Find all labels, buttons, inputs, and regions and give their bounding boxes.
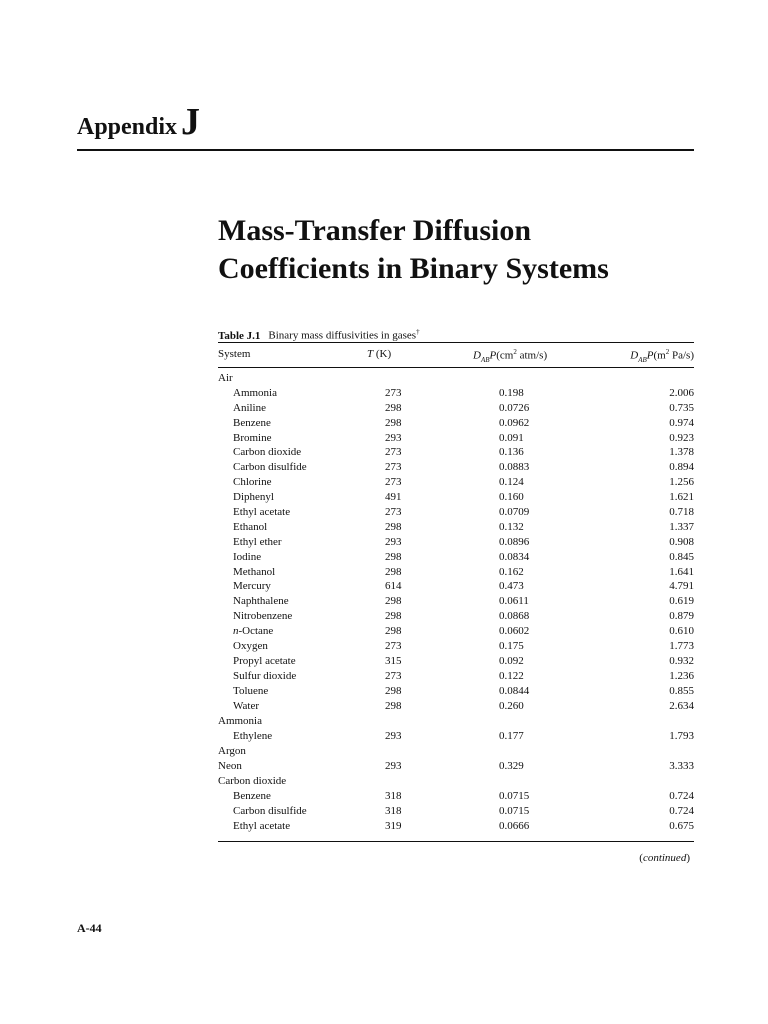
cell-system: Carbon disulfide <box>233 804 307 817</box>
cell-system: Benzene <box>233 790 271 803</box>
cell-temperature: 298 <box>385 595 402 608</box>
header-d1-sup: 2 <box>513 348 517 356</box>
table-row <box>218 789 694 804</box>
column-header-dabp-si <box>630 348 694 364</box>
cell-temperature: 318 <box>385 790 402 803</box>
header-d1-p: P <box>489 349 497 362</box>
cell-dabp-cgs: 0.329 <box>499 760 524 773</box>
cell-dabp-si: 2.006 <box>669 386 694 399</box>
appendix-heading <box>77 100 200 144</box>
table-row <box>218 744 694 759</box>
table-bottom-rule <box>218 841 694 842</box>
table-row <box>218 565 694 580</box>
chapter-title <box>218 212 609 288</box>
cell-system: Sulfur dioxide <box>233 669 297 682</box>
cell-temperature: 298 <box>385 550 402 563</box>
cell-dabp-cgs: 0.0611 <box>499 595 529 608</box>
cell-dabp-si: 1.621 <box>669 491 694 504</box>
cell-dabp-cgs: 0.132 <box>499 520 524 533</box>
cell-system: Ethylene <box>233 730 273 743</box>
table-row <box>218 624 694 639</box>
cell-dabp-cgs: 0.175 <box>499 640 524 653</box>
header-t-unit: (K) <box>373 348 392 360</box>
chapter-title-line-2: Coefficients in Binary Systems <box>218 252 609 285</box>
table-row <box>218 401 694 416</box>
cell-dabp-si: 1.256 <box>669 476 694 489</box>
cell-dabp-cgs: 0.0834 <box>499 550 530 563</box>
table-row <box>218 594 694 609</box>
table-row <box>218 520 694 535</box>
table-caption-text: Binary mass diffusivities in gases <box>268 329 417 342</box>
table-row <box>218 386 694 401</box>
cell-dabp-si: 1.236 <box>669 669 694 682</box>
table-row <box>218 684 694 699</box>
table-body <box>218 371 694 834</box>
table-caption <box>218 328 420 342</box>
cell-system: Ethanol <box>233 520 268 533</box>
cell-dabp-cgs: 0.0883 <box>499 461 530 474</box>
header-d2-sup: 2 <box>665 348 670 356</box>
cell-dabp-si: 1.793 <box>669 730 694 743</box>
cell-system: Naphthalene <box>233 595 289 608</box>
cell-dabp-si: 0.974 <box>669 416 694 429</box>
cell-system: Neon <box>218 760 242 773</box>
column-header-temperature <box>367 348 391 360</box>
cell-temperature: 614 <box>385 580 402 593</box>
table-row <box>218 804 694 819</box>
table-row <box>218 819 694 834</box>
cell-dabp-si: 0.735 <box>669 401 694 414</box>
cell-dabp-si: 0.724 <box>669 804 694 817</box>
cell-dabp-si: 0.894 <box>669 461 694 474</box>
cell-system: Air <box>218 372 233 384</box>
header-d2-unit-b: Pa/s) <box>669 349 694 362</box>
table-row <box>218 654 694 669</box>
table-row <box>218 490 694 505</box>
cell-system: Bromine <box>233 431 272 444</box>
cell-temperature: 298 <box>385 565 402 578</box>
cell-dabp-si: 1.641 <box>669 565 694 578</box>
page-number: A-44 <box>77 921 102 935</box>
table-row <box>218 550 694 565</box>
cell-temperature: 298 <box>385 699 402 712</box>
heading-rule <box>77 149 694 151</box>
cell-system: Methanol <box>233 565 276 578</box>
cell-temperature: 273 <box>385 669 402 682</box>
continued-text: continued <box>642 852 687 864</box>
cell-dabp-cgs: 0.0715 <box>499 790 530 803</box>
cell-temperature: 293 <box>385 431 402 444</box>
cell-temperature: 293 <box>385 730 402 743</box>
cell-system: Toluene <box>233 684 269 697</box>
cell-system: Argon <box>218 745 246 758</box>
cell-dabp-si: 1.773 <box>669 640 694 653</box>
cell-temperature: 298 <box>385 625 402 638</box>
cell-temperature: 293 <box>385 760 402 773</box>
cell-temperature: 273 <box>385 446 402 459</box>
header-d1-d: D <box>473 349 481 362</box>
cell-temperature: 491 <box>385 491 402 504</box>
cell-dabp-cgs: 0.473 <box>499 580 524 593</box>
header-t-symbol: T <box>367 348 374 360</box>
cell-system: Carbon dioxide <box>218 775 287 788</box>
cell-system: Chlorine <box>233 476 272 489</box>
cell-system: Diphenyl <box>233 491 274 504</box>
cell-temperature: 273 <box>385 461 402 474</box>
cell-system: Ammonia <box>233 386 277 399</box>
table-row <box>218 579 694 594</box>
cell-dabp-si: 0.879 <box>669 610 694 623</box>
column-header-system: System <box>218 348 251 360</box>
table-row <box>218 416 694 431</box>
cell-system-text: -Octane <box>238 625 274 638</box>
cell-dabp-cgs: 0.136 <box>499 446 524 459</box>
cell-system: Ethyl acetate <box>233 819 291 832</box>
header-d2-d: D <box>630 349 639 362</box>
table-row <box>218 460 694 475</box>
cell-temperature: 319 <box>385 819 402 832</box>
cell-temperature: 273 <box>385 640 402 653</box>
cell-temperature: 298 <box>385 520 402 533</box>
table-caption-number: Table J.1 <box>218 329 261 342</box>
table-top-rule <box>218 342 694 343</box>
cell-dabp-cgs: 0.160 <box>499 491 524 504</box>
table-row <box>218 639 694 654</box>
table-header-rule <box>218 367 694 368</box>
cell-temperature: 293 <box>385 535 402 548</box>
cell-system: Water <box>233 699 259 712</box>
cell-temperature: 298 <box>385 416 402 429</box>
table-row <box>218 535 694 550</box>
cell-dabp-cgs: 0.198 <box>499 386 524 399</box>
cell-dabp-si: 1.337 <box>669 520 694 533</box>
cell-temperature: 298 <box>385 610 402 623</box>
cell-system: Carbon dioxide <box>233 446 302 459</box>
header-d2-p: P <box>646 349 654 362</box>
cell-temperature: 273 <box>385 476 402 489</box>
table-row <box>218 371 694 386</box>
cell-dabp-cgs: 0.091 <box>499 431 524 444</box>
cell-temperature: 298 <box>385 684 402 697</box>
cell-system: Nitrobenzene <box>233 610 293 623</box>
appendix-word: Appendix <box>77 114 178 140</box>
cell-dabp-si: 0.932 <box>669 654 694 667</box>
cell-system: Carbon disulfide <box>233 461 307 474</box>
cell-dabp-si: 0.845 <box>669 550 694 563</box>
table-row <box>218 505 694 520</box>
cell-dabp-si: 0.923 <box>669 431 694 444</box>
cell-temperature: 298 <box>385 401 402 414</box>
cell-system: Oxygen <box>233 640 268 653</box>
cell-dabp-cgs: 0.0602 <box>499 625 530 638</box>
table-row <box>218 713 694 729</box>
table-row <box>218 431 694 446</box>
cell-dabp-si: 3.333 <box>669 760 694 773</box>
cell-dabp-cgs: 0.260 <box>499 699 524 712</box>
cell-system <box>233 624 273 639</box>
cell-temperature: 273 <box>385 506 402 519</box>
table-row <box>218 609 694 624</box>
cell-dabp-si: 0.619 <box>669 595 694 608</box>
cell-system: Propyl acetate <box>233 654 296 667</box>
cell-dabp-si: 0.718 <box>669 506 694 519</box>
appendix-letter: J <box>181 101 201 143</box>
cell-system: Iodine <box>233 550 262 563</box>
table-row <box>218 729 694 744</box>
cell-dabp-cgs: 0.0844 <box>499 684 530 697</box>
cell-dabp-si: 0.855 <box>669 684 694 697</box>
header-d2-sub: AB <box>638 355 647 364</box>
continued-note: (continued) <box>639 852 690 864</box>
cell-dabp-cgs: 0.0896 <box>499 535 530 548</box>
table-row <box>218 475 694 490</box>
cell-dabp-cgs: 0.162 <box>499 565 524 578</box>
cell-dabp-cgs: 0.0726 <box>499 401 530 414</box>
cell-dabp-si: 0.610 <box>669 625 694 638</box>
cell-system: Benzene <box>233 416 271 429</box>
cell-dabp-cgs: 0.0709 <box>499 506 530 519</box>
header-d1-sub: AB <box>480 355 490 364</box>
cell-system: Ethyl ether <box>233 535 282 548</box>
chapter-title-line-1: Mass-Transfer Diffusion <box>218 214 532 247</box>
cell-dabp-cgs: 0.0666 <box>499 819 530 832</box>
cell-dabp-cgs: 0.0868 <box>499 610 530 623</box>
cell-temperature: 273 <box>385 386 402 399</box>
cell-dabp-cgs: 0.0715 <box>499 804 530 817</box>
table-row <box>218 669 694 684</box>
cell-dabp-cgs: 0.122 <box>499 669 524 682</box>
table-row <box>218 699 694 714</box>
cell-temperature: 315 <box>385 654 402 667</box>
cell-dabp-cgs: 0.124 <box>499 476 524 489</box>
table-row <box>218 445 694 460</box>
cell-dabp-cgs: 0.177 <box>499 730 524 743</box>
cell-dabp-si: 2.634 <box>669 699 694 712</box>
cell-dabp-cgs: 0.092 <box>499 654 524 667</box>
cell-system-italic: n <box>233 625 239 638</box>
column-header-dabp-cgs <box>473 348 547 364</box>
table-row <box>218 774 694 789</box>
cell-system: Ethyl acetate <box>233 506 291 519</box>
cell-dabp-si: 0.675 <box>669 819 694 832</box>
cell-system: Mercury <box>233 580 271 593</box>
table-caption-mark: † <box>416 328 420 336</box>
cell-dabp-si: 1.378 <box>669 446 694 459</box>
table-row <box>218 759 694 774</box>
header-d1-unit-b: atm/s) <box>516 349 548 362</box>
header-d2-unit-a: (m <box>653 349 666 362</box>
cell-dabp-si: 4.791 <box>669 580 694 593</box>
cell-dabp-cgs: 0.0962 <box>499 416 530 429</box>
cell-system: Aniline <box>233 401 266 414</box>
cell-temperature: 318 <box>385 804 402 817</box>
cell-dabp-si: 0.724 <box>669 790 694 803</box>
header-d1-unit-a: (cm <box>496 349 514 362</box>
cell-dabp-si: 0.908 <box>669 535 694 548</box>
cell-system: Ammonia <box>218 715 262 728</box>
